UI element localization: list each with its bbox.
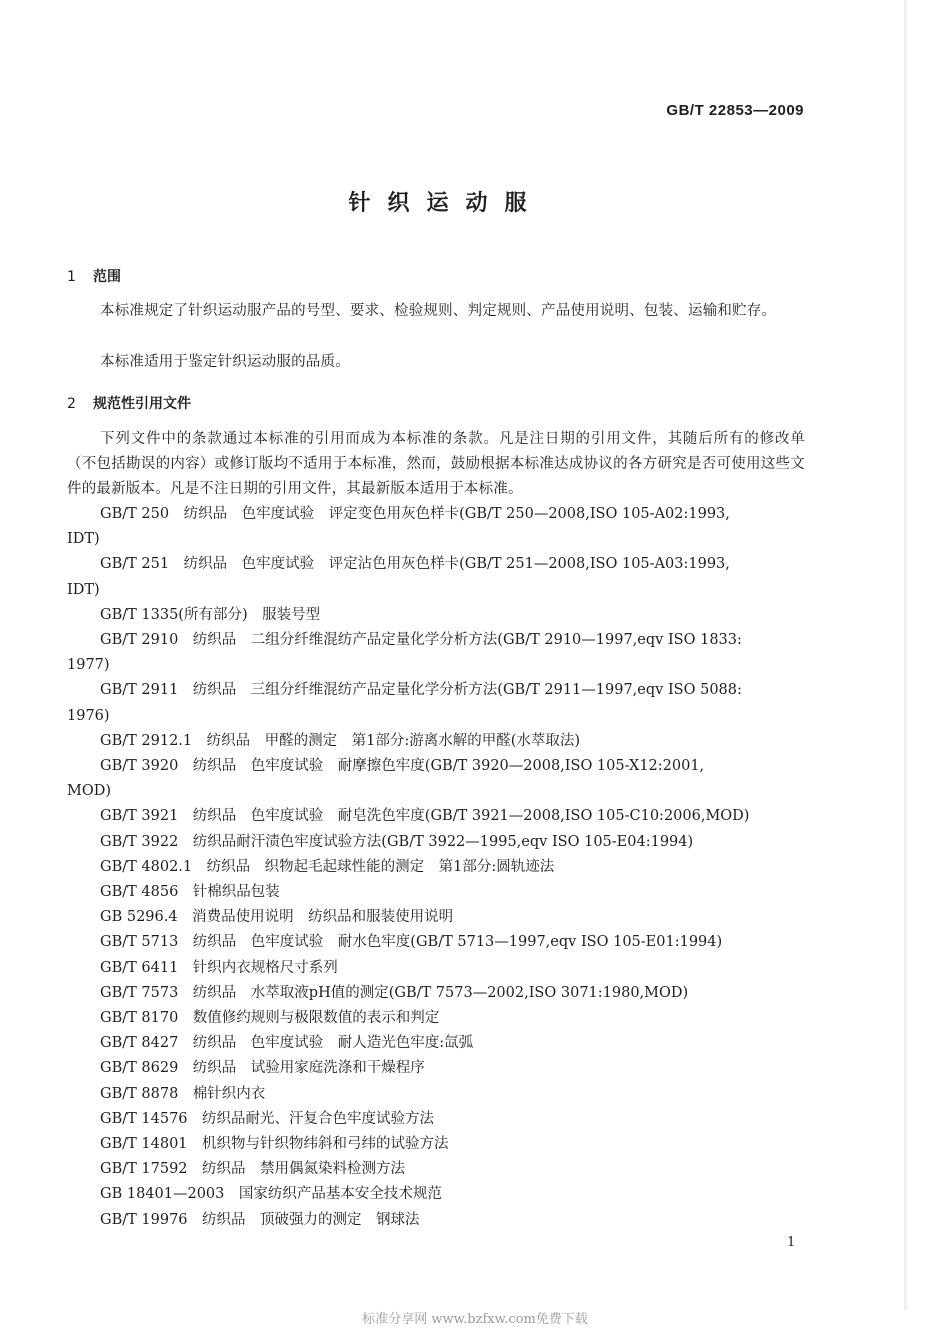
reference-item	[67, 1006, 805, 1031]
reference-text: GB/T 8427 纺织品 色牢度试验 耐人造光色牢度:氙弧	[100, 1035, 474, 1052]
reference-item	[67, 804, 805, 829]
reference-item	[67, 729, 805, 754]
reference-text: GB/T 7573 纺织品 水萃取液pH值的测定(GB/T 7573—2002,ISO 3071:1980,MOD)	[100, 984, 689, 1001]
reference-item	[67, 1132, 805, 1157]
reference-continuation: MOD)	[67, 783, 112, 800]
reference-continuation: IDT)	[67, 531, 100, 548]
section-1-number: 1	[67, 269, 76, 285]
reference-text: GB/T 3920 纺织品 色牢度试验 耐摩擦色牢度(GB/T 3920—2008,ISO 105-X12:2001,	[100, 758, 705, 775]
section-2-heading	[67, 393, 191, 413]
reference-text: GB/T 251 纺织品 色牢度试验 评定沾色用灰色样卡(GB/T 251—2008,ISO 105-A03:1993,	[100, 556, 730, 573]
reference-text: GB/T 3922 纺织品耐汗渍色牢度试验方法(GB/T 3922—1995,eqv ISO 105-E04:1994)	[100, 833, 694, 850]
reference-item	[67, 1182, 805, 1207]
reference-list	[67, 502, 805, 1233]
reference-continuation: 1977)	[67, 657, 110, 674]
section-2-title: 规范性引用文件	[93, 396, 191, 412]
reference-text: GB/T 2912.1 纺织品 甲醛的测定 第1部分:游离水解的甲醛(水萃取法)	[100, 732, 581, 749]
reference-item	[67, 905, 805, 930]
reference-item	[67, 1107, 805, 1132]
section-1-paragraph: 本标准适用于鉴定针织运动服的品质。	[100, 354, 350, 370]
page-edge-shadow	[904, 0, 907, 1310]
reference-text: GB/T 14801 机织物与针织物纬斜和弓纬的试验方法	[100, 1136, 449, 1153]
reference-text: GB 18401—2003 国家纺织产品基本安全技术规范	[100, 1186, 442, 1203]
standard-code: GB/T 22853—2009	[666, 102, 804, 119]
reference-item	[67, 830, 805, 855]
reference-text: GB/T 250 纺织品 色牢度试验 评定变色用灰色样卡(GB/T 250—2008,ISO 105-A02:1993,	[100, 506, 730, 522]
section-2-intro: 下列文件中的条款通过本标准的引用而成为本标准的条款。凡是注日期的引用文件，其随后所有的修改单（不包括勘误的内容）或修订版均不适用于本标准，然而，鼓励根据本标准达成协议的各方研究是否可使用这些文件的最新版本。凡是不注日期的引用文件，其最新版本适用于本标准。	[67, 431, 805, 498]
reference-item	[67, 502, 805, 552]
document-title: 针织运动服	[348, 191, 544, 216]
reference-continuation: IDT)	[67, 581, 100, 598]
section-1-paragraph: 本标准规定了针织运动服产品的号型、要求、检验规则、判定规则、产品使用说明、包装、运输和贮存。	[100, 303, 777, 319]
watermark-footer: 标准分享网 www.bzfxw.com免费下载	[362, 1312, 588, 1327]
reference-item	[67, 855, 805, 880]
reference-text: GB/T 8629 纺织品 试验用家庭洗涤和干燥程序	[100, 1060, 425, 1077]
reference-item	[67, 1082, 805, 1107]
reference-text: GB/T 1335(所有部分) 服装号型	[100, 606, 321, 623]
reference-item	[67, 880, 805, 905]
reference-text: GB/T 4856 针棉织品包装	[100, 884, 280, 901]
reference-item	[67, 1157, 805, 1182]
reference-item	[67, 603, 805, 628]
reference-text: GB/T 4802.1 纺织品 织物起毛起球性能的测定 第1部分:圆轨迹法	[100, 858, 555, 875]
reference-text: GB/T 6411 针织内衣规格尺寸系列	[100, 959, 338, 976]
reference-item	[67, 552, 805, 602]
section-1-heading	[67, 266, 121, 286]
reference-item	[67, 628, 805, 678]
section-2-number: 2	[67, 396, 76, 412]
reference-text: GB/T 8170 数值修约规则与极限数值的表示和判定	[100, 1010, 440, 1027]
reference-item	[67, 981, 805, 1006]
reference-item	[67, 1031, 805, 1056]
reference-continuation: 1976)	[67, 707, 110, 724]
reference-text: GB/T 5713 纺织品 色牢度试验 耐水色牢度(GB/T 5713—1997,eqv ISO 105-E01:1994)	[100, 934, 723, 951]
reference-item	[67, 678, 805, 728]
reference-text: GB 5296.4 消费品使用说明 纺织品和服装使用说明	[100, 909, 454, 926]
section-1-title: 范围	[93, 269, 121, 285]
reference-item	[67, 1208, 805, 1233]
reference-text: GB/T 3921 纺织品 色牢度试验 耐皂洗色牢度(GB/T 3921—2008,ISO 105-C10:2006,MOD)	[100, 808, 750, 825]
reference-text: GB/T 19976 纺织品 顶破强力的测定 钢球法	[100, 1211, 420, 1228]
reference-item	[67, 930, 805, 955]
reference-text: GB/T 2911 纺织品 三组分纤维混纺产品定量化学分析方法(GB/T 2911—1997,eqv ISO 5088:	[100, 682, 742, 699]
reference-item	[67, 956, 805, 981]
reference-text: GB/T 2910 纺织品 二组分纤维混纺产品定量化学分析方法(GB/T 2910—1997,eqv ISO 1833:	[100, 632, 742, 649]
reference-item	[67, 754, 805, 804]
reference-text: GB/T 14576 纺织品耐光、汗复合色牢度试验方法	[100, 1110, 435, 1127]
page-number: 1	[787, 1235, 796, 1250]
reference-text: GB/T 17592 纺织品 禁用偶氮染料检测方法	[100, 1161, 406, 1178]
reference-text: GB/T 8878 棉针织内衣	[100, 1085, 266, 1102]
reference-item	[67, 1056, 805, 1081]
